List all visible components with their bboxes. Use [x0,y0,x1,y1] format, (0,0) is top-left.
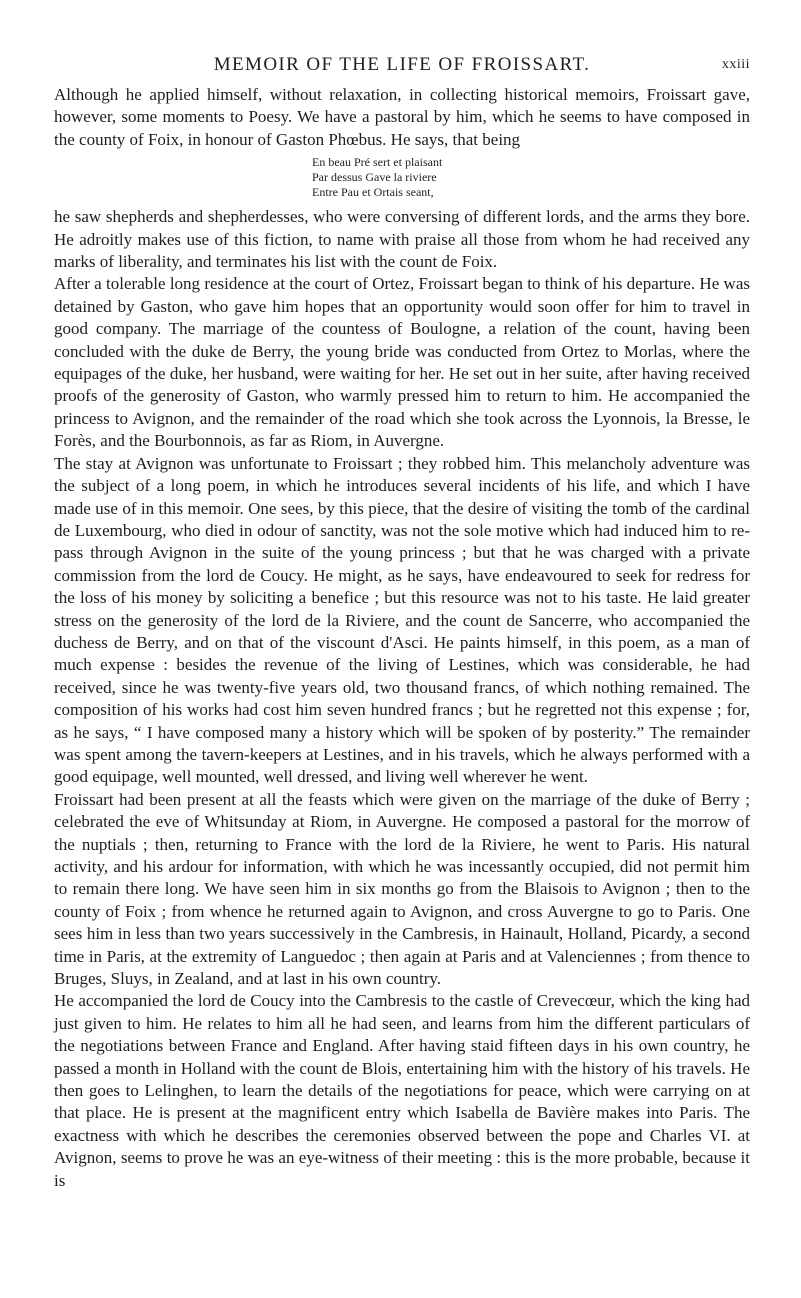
paragraph-5: Froissart had been present at all the feasts which were given on the marriage of the duke of Berry ; celebrated the eve of Whitsunday at Riom, in Auvergne. He composed a pastoral for the morrow of the nuptials ; then, returning to France with the lord de la Riviere, he went to Paris. His natural activity, and his ardour for information, with which he was incessantly occupied, did not permit him to remain there long. We have seen him in six months go from the Blaisois to Avignon ; then to the county of Foix ; from whence he returned again to Avignon, and cross Auvergne to go to Paris. One sees him in less than two years successively in the Cambresis, in Hainault, Holland, Picardy, a second time in Paris, at the extremity of Languedoc ; then again at Paris and at Valenciennes ; from thence to Bruges, Sluys, in Zealand, and at last in his own country. [54,789,750,989]
verse-line-1: En beau Pré sert et plaisant [312,155,443,170]
running-head [54,54,750,84]
document-page [54,54,750,1192]
page-number: xxiii [721,57,750,72]
paragraph-4: The stay at Avignon was unfortunate to Froissart ; they robbed him. This melancholy adventure was the subject of a long poem, in which he introduces several incidents of his life, and which I have made use of in this memoir. One sees, by this piece, that the desire of visiting the tomb of the cardinal de Luxembourg, who died in odour of sanctity, was not the sole motive which had induced him to re-pass through Avignon in the suite of the young princess ; but that he was charged with a private commission from the lord de Coucy. He might, as he says, have endeavoured to seek for redress for the loss of his money by soliciting a benefice ; but this resource was not to his taste. He laid greater stress on the generosity of the lord de la Riviere, and the count de Sancerre, who accompanied the duchess de Berry, and on that of the viscount d'Asci. He paints himself, in this poem, as a man of much expense : besides the revenue of the living of Lestines, which was considerable, he had received, since he was twenty-five years old, two thousand francs, of which nothing remained. The composition of his works had cost him seven hundred francs ; but he regretted not this expense ; for, as he says, “ I have composed many a history which will be spoken of by posterity.” The remainder was spent among the tavern-keepers at Lestines, and in his travels, which he always performed with a good equipage, well mounted, well dressed, and living well wherever he went. [54,453,750,787]
verse-line-3: Entre Pau et Ortais seant, [312,185,434,200]
running-title: MEMOIR OF THE LIFE OF FROISSART. [213,54,591,75]
paragraph-6: He accompanied the lord de Coucy into the Cambresis to the castle of Crevecœur, which the king had just given to him. He relates to him all he had seen, and learns from him the different particulars of the negotiations between France and England. After having staid fifteen days in his own country, he passed a month in Holland with the count de Blois, entertaining him with the history of his travels. He then goes to Lelinghen, to learn the details of the negotiations for peace, which were carrying on at that place. He is present at the magnificent entry which Isabella de Bavière makes into Paris. The exactness with which he describes the ceremonies observed between the pope and Charles VI. at Avignon, seems to prove he was an eye-witness of their meeting : this is the more probable, because it is [54,991,750,1190]
verse-line-2: Par dessus Gave la riviere [312,170,437,185]
verse-quotation [54,155,750,200]
paragraph-2: he saw shepherds and shepherdesses, who were conversing of different lords, and the arms they bore. He adroitly makes use of this fiction, to name with praise all those from whom he had received any marks of liberality, and terminates his list with the count de Foix. [54,207,750,272]
paragraph-1: Although he applied himself, without relaxation, in collecting historical memoirs, Froissart gave, however, some moments to Poesy. We have a pastoral by him, which he seems to have composed in the county of Foix, in honour of Gaston Phœbus. He says, that being [54,85,750,149]
paragraph-3: After a tolerable long residence at the court of Ortez, Froissart began to think of his departure. He was detained by Gaston, who gave him hopes that an opportunity would soon offer for him to travel in good company. The marriage of the countess of Boulogne, a relation of the count, having been concluded with the duke de Berry, the young bride was conducted from Ortez to Morlas, where the equipages of the duke, her husband, were waiting for her. He set out in her suite, after having received proofs of the generosity of Gaston, who warmly pressed him to return to him. He accompanied the princess to Avignon, and the remainder of the road which she took across the Lyonnois, la Bresse, le Forès, and the Bourbonnois, as far as Riom, in Auvergne. [54,274,750,451]
